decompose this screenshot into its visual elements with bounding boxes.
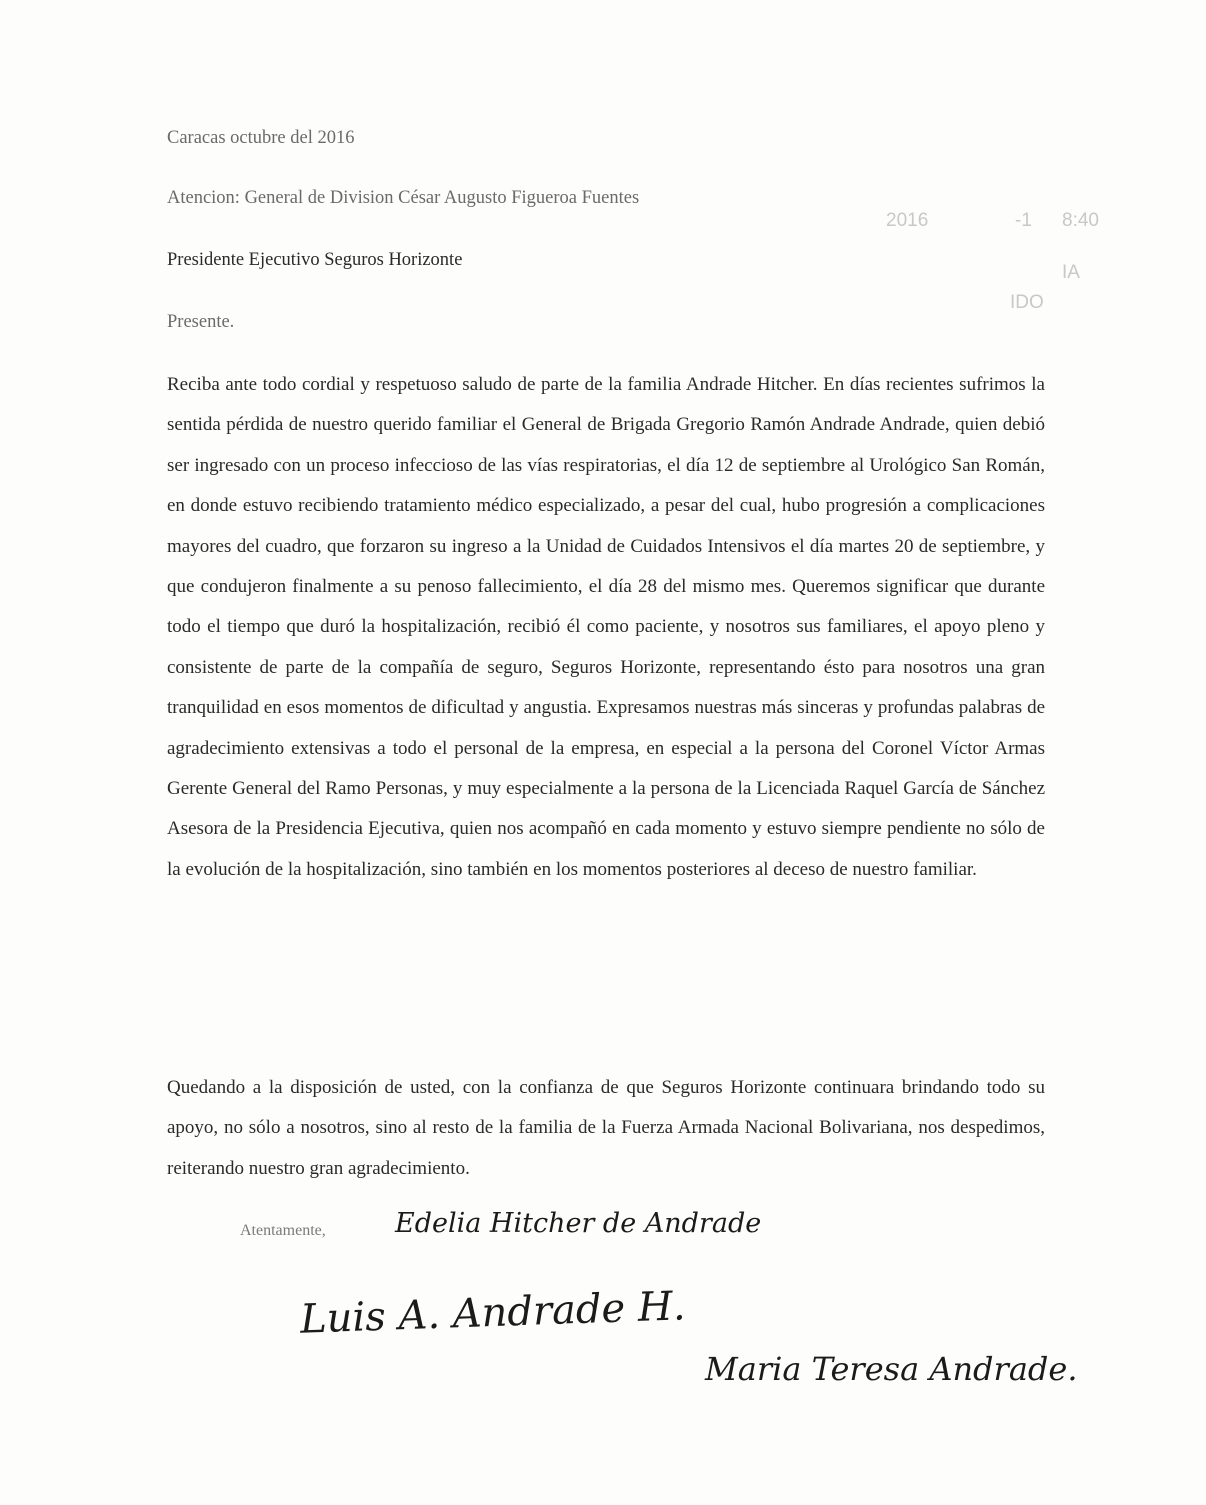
stamp-fragment-time: 8:40: [1062, 210, 1099, 231]
letter-date: Caracas octubre del 2016: [167, 128, 355, 148]
letter-body-paragraph-1: [167, 365, 1045, 890]
signature-maria-teresa: Maria Teresa Andrade.: [705, 1350, 1078, 1388]
paragraph-2-text: Quedando a la disposición de usted, con la confianza de que Seguros Horizonte continuara brindando todo su apoyo, no sólo a nosotros, sino al resto de la familia de la Fuerza Armada Nacional Bolivariana, nos despedimos, reiterando nuestro gran agradecimiento.: [167, 1077, 1045, 1179]
stamp-fragment-label-b: IDO: [1010, 292, 1044, 313]
stamp-fragment-day: -1: [1015, 210, 1032, 231]
letter-attention: Atencion: General de Division César Augusto Figueroa Fuentes: [167, 188, 640, 208]
paragraph-1-text: Reciba ante todo cordial y respetuoso saludo de parte de la familia Andrade Hitcher. En días recientes sufrimos la sentida pérdida de nuestro querido familiar el General de Brigada Gregorio Ramón Andrade Andrade, quien debió ser ingresado con un proceso infeccioso de las vías respiratorias, el día 12 de septiembre al Urológico San Román, en donde estuvo recibiendo tratamiento médico especializado, a pesar del cual, hubo progresión a complicaciones mayores del cuadro, que forzaron su ingreso a la Unidad de Cuidados Intensivos el día martes 20 de septiembre, y que condujeron finalmente a su penoso fallecimiento, el día 28 del mismo mes. Queremos significar que durante todo el tiempo que duró la hospitalización, recibió él como paciente, y nosotros sus familiares, el apoyo pleno y consistente de parte de la compañía de seguro, Seguros Horizonte, representando ésto para nosotros una gran tranquilidad en esos momentos de dificultad y angustia. Expresamos nuestras más sinceras y profundas palabras de agradecimiento extensivas a todo el personal de la empresa, en especial a la persona del Coronel Víctor Armas Gerente General del Ramo Personas, y muy especialmente a la persona de la Licenciada Raquel García de Sánchez Asesora de la Presidencia Ejecutiva, quien nos acompañó en cada momento y estuvo siempre pendiente no sólo de la evolución de la hospitalización, sino también en los momentos posteriores al deceso de nuestro familiar.: [167, 374, 1045, 880]
stamp-fragment-year: 2016: [886, 210, 929, 231]
letter-greeting: Presente.: [167, 312, 235, 332]
letter-recipient-title: Presidente Ejecutivo Seguros Horizonte: [167, 250, 463, 270]
letter-body-paragraph-2: [167, 1068, 1045, 1189]
signature-luis: Luis A. Andrade H.: [299, 1283, 687, 1343]
signature-edelia: Edelia Hitcher de Andrade: [395, 1208, 762, 1239]
stamp-fragment-label-a: IA: [1062, 262, 1080, 283]
letter-closing: Atentamente,: [240, 1222, 326, 1239]
